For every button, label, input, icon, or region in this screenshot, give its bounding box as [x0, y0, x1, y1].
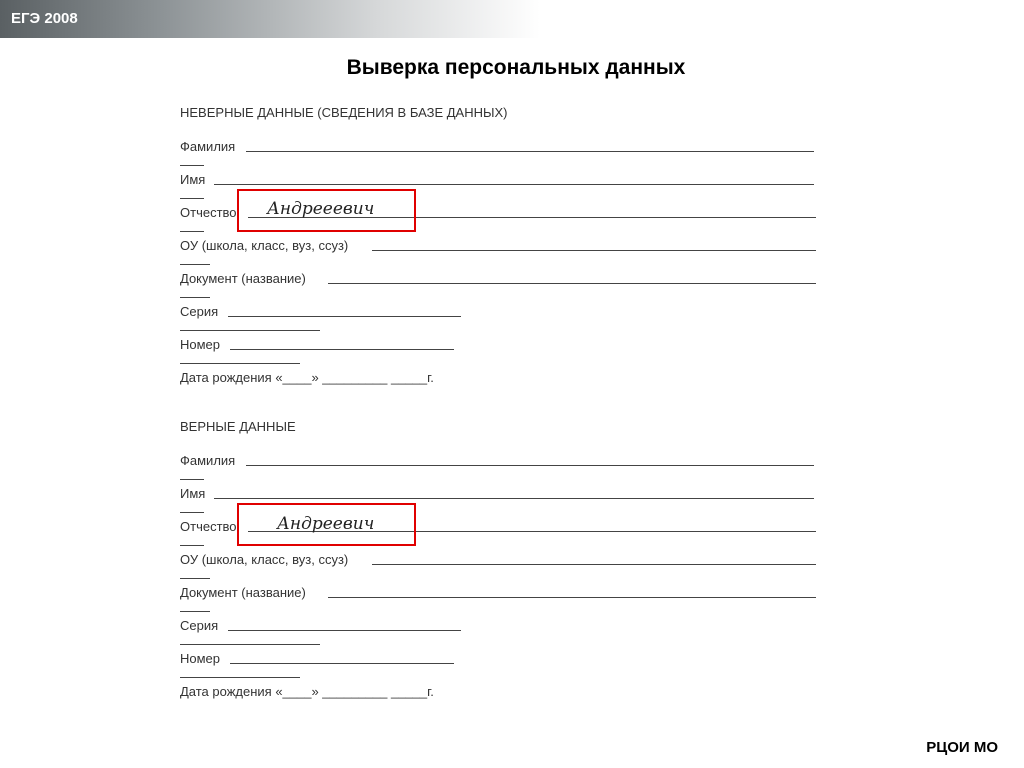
field-label: Серия [180, 618, 219, 633]
field-number-incorrect [180, 337, 820, 370]
fill-line-stub [180, 297, 210, 298]
fill-line-stub [180, 363, 300, 364]
fill-line-stub [180, 611, 210, 612]
field-label: Документ (название) [180, 585, 306, 600]
field-label: Фамилия [180, 453, 236, 468]
field-label: Серия [180, 304, 219, 319]
highlight-box-incorrect [237, 189, 416, 232]
field-series-correct [180, 618, 820, 651]
fill-line [328, 597, 816, 598]
field-label: Фамилия [180, 139, 236, 154]
field-label: Номер [180, 651, 221, 666]
field-document-correct [180, 585, 820, 618]
field-birthdate-correct [180, 684, 820, 717]
field-label: Имя [180, 486, 206, 501]
fill-line-stub [180, 264, 210, 265]
fill-line-stub [180, 677, 300, 678]
handwritten-patronymic-correct: Андреевич [277, 514, 375, 534]
fill-line [246, 465, 814, 466]
field-label: Отчество [180, 519, 237, 534]
field-label: ОУ (школа, класс, вуз, ссуз) [180, 238, 349, 253]
field-surname-incorrect [180, 139, 820, 172]
fill-line-stub [180, 198, 204, 199]
fill-line [246, 151, 814, 152]
header-banner [0, 0, 540, 38]
fill-line-stub [180, 545, 204, 546]
field-label: ОУ (школа, класс, вуз, ссуз) [180, 552, 349, 567]
field-label: Отчество [180, 205, 237, 220]
fill-line-stub [180, 479, 204, 480]
fill-line [214, 498, 814, 499]
field-label: Имя [180, 172, 206, 187]
footer-org-label: РЦОИ МО [926, 739, 998, 756]
field-series-incorrect [180, 304, 820, 337]
fill-line [228, 630, 461, 631]
fill-line-stub [180, 644, 320, 645]
field-school-incorrect [180, 238, 820, 271]
fill-line [372, 564, 816, 565]
fill-line-stub [180, 578, 210, 579]
field-label: Дата рождения «____» _________ _____г. [180, 684, 434, 699]
section-heading-correct: ВЕРНЫЕ ДАННЫЕ [180, 419, 296, 434]
field-document-incorrect [180, 271, 820, 304]
fill-line [372, 250, 816, 251]
exam-badge: ЕГЭ 2008 [11, 10, 78, 27]
fill-line [214, 184, 814, 185]
field-surname-correct [180, 453, 820, 486]
fill-line-stub [180, 330, 320, 331]
fill-line-stub [180, 165, 204, 166]
section-heading-incorrect: НЕВЕРНЫЕ ДАННЫЕ (СВЕДЕНИЯ В БАЗЕ ДАННЫХ) [180, 105, 508, 120]
page-title: Выверка персональных данных [346, 56, 686, 79]
fill-line [230, 663, 454, 664]
fill-line [228, 316, 461, 317]
fill-line-stub [180, 231, 204, 232]
field-label: Документ (название) [180, 271, 306, 286]
fill-line-stub [180, 512, 204, 513]
handwritten-patronymic-incorrect: Андрееевич [267, 199, 375, 219]
highlight-box-correct [237, 503, 416, 546]
field-label: Дата рождения «____» _________ _____г. [180, 370, 434, 385]
field-number-correct [180, 651, 820, 684]
field-school-correct [180, 552, 820, 585]
field-birthdate-incorrect [180, 370, 820, 403]
field-label: Номер [180, 337, 221, 352]
fill-line [230, 349, 454, 350]
fill-line [328, 283, 816, 284]
